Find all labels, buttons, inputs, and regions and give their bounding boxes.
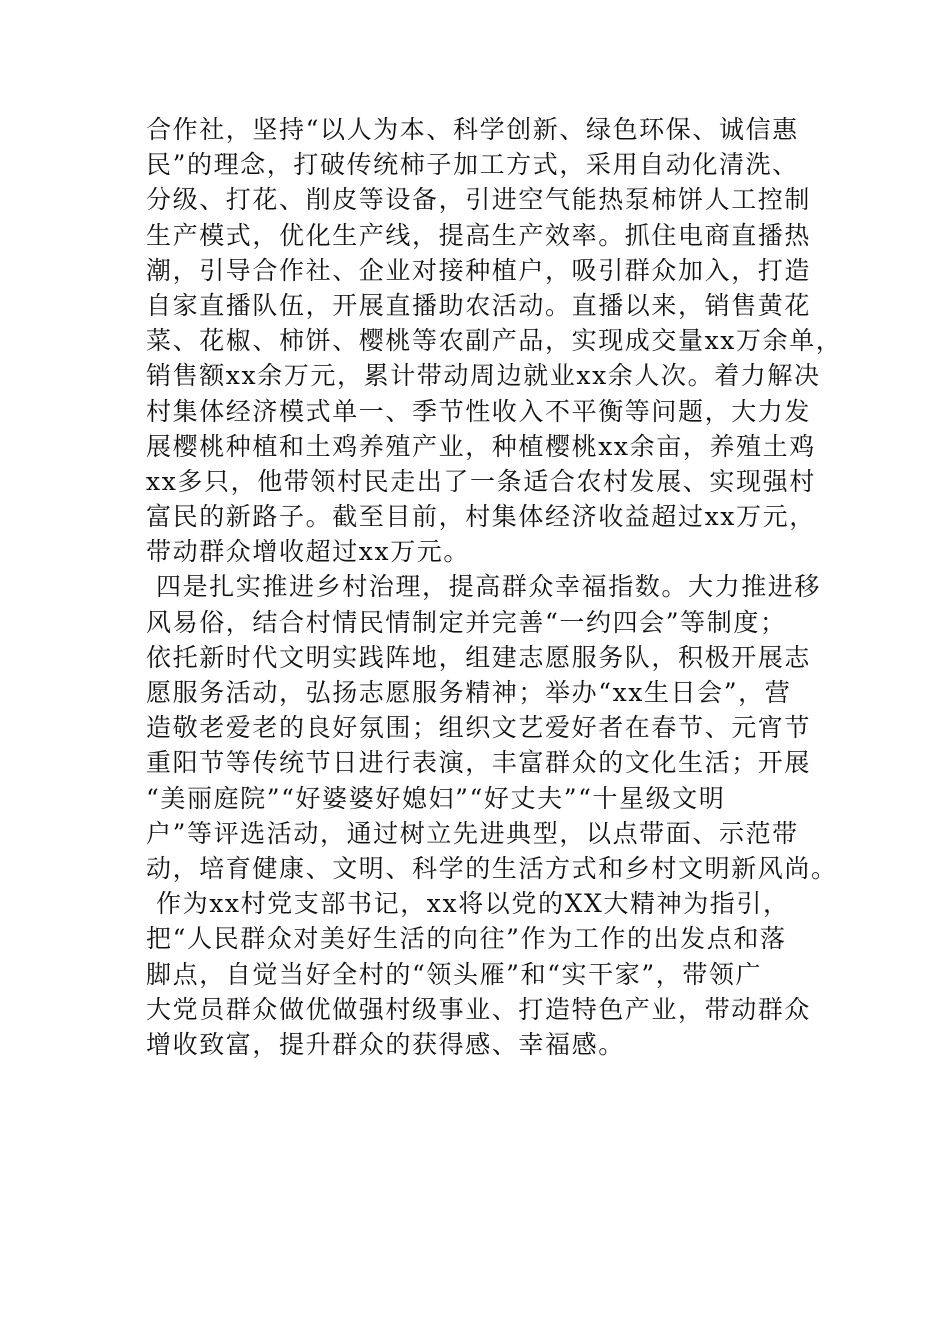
paragraph-start-line: 作为xx村党支部书记，xx将以党的XX大精神为指引， <box>156 889 790 919</box>
text-line: 菜、花椒、柿饼、樱桃等农副产品，实现成交量xx万余单， <box>146 326 843 356</box>
text-line: 大党员群众做优做强村级事业、打造特色产业，带动群众 <box>146 994 812 1024</box>
text-line: 富民的新路子。截至目前，村集体经济收益超过xx万元， <box>146 502 816 532</box>
text-line: “美丽庭院”“好婆婆好媳妇”“好丈夫”“十星级文明 <box>146 783 726 813</box>
text-line: 村集体经济模式单一、季节性收入不平衡等问题，大力发 <box>146 396 812 426</box>
text-line: 风易俗，结合村情民情制定并完善“一约四会”等制度； <box>146 607 787 637</box>
body-text <box>146 112 843 1062</box>
text-line: 造敬老爱老的良好氛围；组织文艺爱好者在春节、元宵节 <box>146 713 812 743</box>
text-line: 带动群众增收超过xx万元。 <box>146 537 470 567</box>
paragraph-start-line: 四是扎实推进乡村治理，提高群众幸福指数。大力推进移 <box>156 572 822 602</box>
text-line: 潮，引导合作社、企业对接种植户，吸引群众加入，打造 <box>146 255 812 285</box>
text-line: 户”等评选活动，通过树立先进典型，以点带面、示范带 <box>146 818 799 848</box>
text-line: 依托新时代文明实践阵地，组建志愿服务队，积极开展志 <box>146 642 812 672</box>
text-line: 重阳节等传统节日进行表演，丰富群众的文化生活；开展 <box>146 748 812 778</box>
text-line: 脚点，自觉当好全村的“领头雁”和“实干家”，带领广 <box>146 959 763 989</box>
text-line: 展樱桃种植和土鸡养殖产业，种植樱桃xx余亩，养殖土鸡 <box>146 431 816 461</box>
text-line: 把“人民群众对美好生活的向往”作为工作的出发点和落 <box>146 924 787 954</box>
text-line: 销售额xx余万元，累计带动周边就业xx余人次。着力解决 <box>146 361 821 391</box>
text-line: 动，培育健康、文明、科学的生活方式和乡村文明新风尚。 <box>146 853 838 883</box>
text-line: 民”的理念，打破传统柿子加工方式，采用自动化清洗、 <box>146 150 799 180</box>
text-line: 分级、打花、削皮等设备，引进空气能热泵柿饼人工控制 <box>146 185 812 215</box>
text-line: 增收致富，提升群众的获得感、幸福感。 <box>146 1029 625 1059</box>
text-line: 自家直播队伍，开展直播助农活动。直播以来，销售黄花 <box>146 290 812 320</box>
text-line: xx多只，他带领村民走出了一条适合农村发展、实现强村 <box>146 466 816 496</box>
text-line: 生产模式，优化生产线，提高生产效率。抓住电商直播热 <box>146 220 812 250</box>
text-line: 愿服务活动，弘扬志愿服务精神；举办“xx生日会”，营 <box>146 678 792 707</box>
text-line: 合作社，坚持“以人为本、科学创新、绿色环保、诚信惠 <box>146 115 799 144</box>
